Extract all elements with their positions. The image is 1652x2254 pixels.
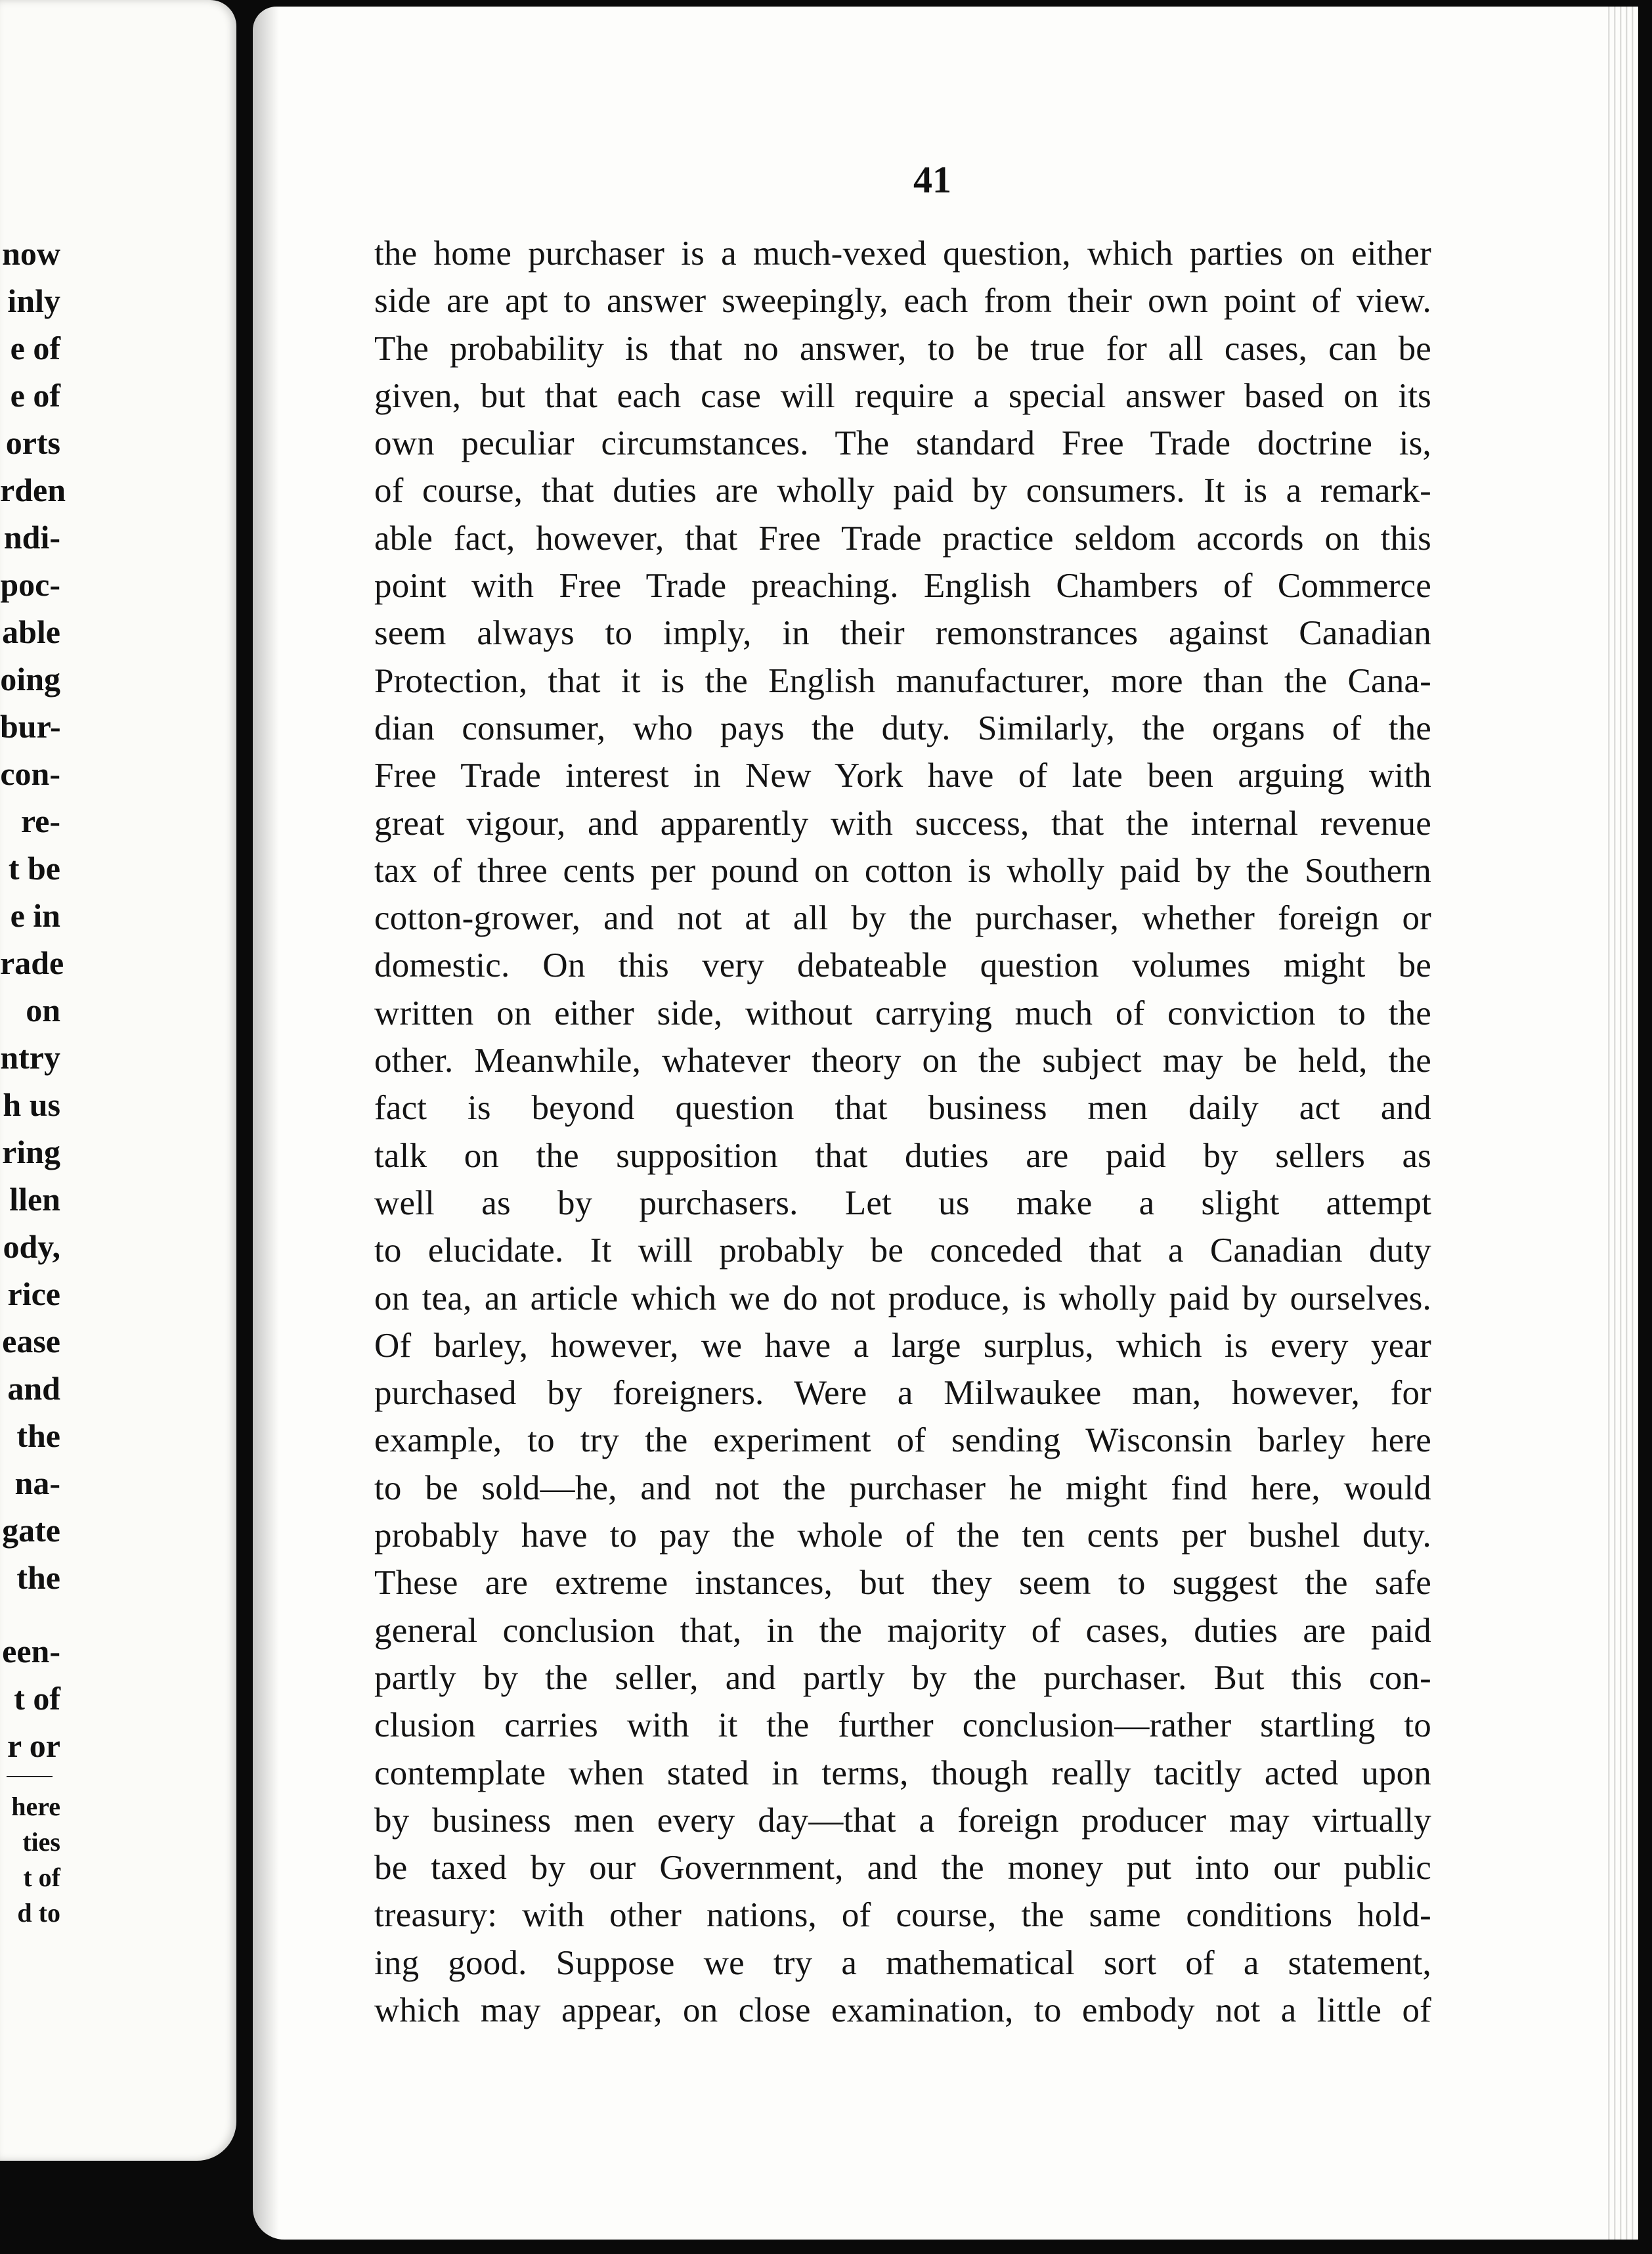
facing-page-spacer xyxy=(0,1601,60,1627)
page-edge xyxy=(1604,7,1638,2240)
facing-page-fragment-line: t be xyxy=(8,850,60,887)
facing-page-fragment-line: re- xyxy=(20,803,60,839)
facing-page-fragment-line: oing xyxy=(0,661,60,697)
facing-page-fragment-line: ties xyxy=(22,1827,60,1857)
text-line: own peculiar circumstances. The standard Free Trade doctrine is, xyxy=(374,424,1431,463)
text-line: other. Meanwhile, whatever theory on the subject may be held, the xyxy=(374,1042,1431,1080)
body-text xyxy=(374,230,1431,2034)
text-line: to elucidate. It will probably be conceded that a Canadian duty xyxy=(374,1231,1431,1270)
facing-page-fragment-line: e of xyxy=(10,377,60,414)
facing-page-fragment-line: now xyxy=(2,235,60,272)
text-line: by business men every day—that a foreign producer may virtually xyxy=(374,1801,1431,1840)
gutter-shadow xyxy=(253,7,279,2240)
footnote-rule xyxy=(7,1776,53,1777)
text-line: great vigour, and apparently with success, that the internal revenue xyxy=(374,804,1431,843)
text-line: Of barley, however, we have a large surplus, which is every year xyxy=(374,1326,1431,1365)
facing-page-fragment-line: rden xyxy=(0,472,66,508)
facing-page-fragment-line: ody, xyxy=(3,1228,60,1265)
facing-page-fragment-line: poc- xyxy=(0,566,60,603)
text-line: seem always to imply, in their remonstrances against Canadian xyxy=(374,614,1431,653)
text-line: The probability is that no answer, to be true for all cases, can be xyxy=(374,329,1431,368)
facing-page-fragment-line: r or xyxy=(7,1727,60,1764)
page-number: 41 xyxy=(913,158,951,201)
text-line: fact is beyond question that business men daily act and xyxy=(374,1089,1431,1128)
facing-page-fragment-line: ndi- xyxy=(3,519,60,556)
facing-page-fragment-line: con- xyxy=(0,755,60,792)
text-line: be taxed by our Government, and the money put into our public xyxy=(374,1849,1431,1888)
facing-page-fragment-line: the xyxy=(16,1417,60,1454)
text-line: to be sold—he, and not the purchaser he might find here, would xyxy=(374,1469,1431,1507)
book-page xyxy=(253,7,1638,2240)
facing-page-fragment-line: rade xyxy=(0,944,64,981)
text-line: able fact, however, that Free Trade practice seldom accords on this xyxy=(374,519,1431,558)
text-line: dian consumer, who pays the duty. Similarly, the organs of the xyxy=(374,709,1431,747)
facing-page-fragment-line: rice xyxy=(7,1275,60,1312)
text-line: well as by purchasers. Let us make a slight attempt xyxy=(374,1183,1431,1222)
text-line: probably have to pay the whole of the ten cents per bushel duty. xyxy=(374,1516,1431,1555)
text-line: ing good. Suppose we try a mathematical sort of a statement, xyxy=(374,1943,1431,1982)
facing-page-fragment-line: on xyxy=(26,992,60,1028)
text-line: on tea, an article which we do not produce, is wholly paid by ourselves. xyxy=(374,1279,1431,1317)
text-line: of course, that duties are wholly paid by consumers. It is a remark- xyxy=(374,472,1431,510)
facing-page-fragment-line: llen xyxy=(9,1181,60,1218)
facing-page-fragment xyxy=(0,0,236,2161)
facing-page-fragment-line: able xyxy=(2,613,60,650)
text-line: written on either side, without carrying much of conviction to the xyxy=(374,994,1431,1032)
facing-page-fragment-line: h us xyxy=(3,1086,60,1123)
facing-page-fragment-line: inly xyxy=(7,282,60,319)
text-line: example, to try the experiment of sending Wisconsin barley here xyxy=(374,1421,1431,1460)
facing-page-text xyxy=(0,230,66,1931)
text-line: given, but that each case will require a special answer based on its xyxy=(374,376,1431,415)
text-line: purchased by foreigners. Were a Milwaukee man, however, for xyxy=(374,1374,1431,1413)
facing-page-fragment-line: orts xyxy=(5,424,60,461)
text-line: talk on the supposition that duties are paid by sellers as xyxy=(374,1136,1431,1175)
text-line: These are extreme instances, but they seem to suggest the safe xyxy=(374,1564,1431,1602)
text-line: contemplate when stated in terms, though really tacitly acted upon xyxy=(374,1754,1431,1792)
facing-page-fragment-line: t of xyxy=(23,1863,60,1892)
facing-page-fragment-line: bur- xyxy=(0,708,61,745)
facing-page-fragment-line: here xyxy=(11,1792,60,1821)
facing-page-fragment-line: e in xyxy=(10,897,60,934)
facing-page-fragment-line: ring xyxy=(2,1134,60,1170)
facing-page-fragment-line: the xyxy=(16,1559,60,1596)
facing-page-fragment-line: and xyxy=(7,1370,60,1407)
facing-page-fragment-line: t of xyxy=(14,1680,60,1717)
text-line: domestic. On this very debateable question volumes might be xyxy=(374,946,1431,985)
text-line: point with Free Trade preaching. English Chambers of Commerce xyxy=(374,567,1431,606)
text-line: treasury: with other nations, of course, the same conditions hold- xyxy=(374,1896,1431,1935)
facing-page-fragment-line: na- xyxy=(14,1465,60,1501)
text-line: cotton-grower, and not at all by the purchaser, whether foreign or xyxy=(374,899,1431,938)
facing-page-fragment-line: e of xyxy=(10,330,60,366)
facing-page-fragment-line: een- xyxy=(2,1633,60,1669)
text-line: the home purchaser is a much-vexed question, which parties on either xyxy=(374,234,1431,273)
facing-page-fragment-line: ease xyxy=(2,1323,60,1359)
facing-page-fragment-line: gate xyxy=(2,1512,60,1549)
text-line: tax of three cents per pound on cotton is wholly paid by the Southern xyxy=(374,851,1431,890)
text-line: general conclusion that, in the majority of cases, duties are paid xyxy=(374,1611,1431,1650)
text-line: which may appear, on close examination, to embody not a little of xyxy=(374,1991,1431,2029)
facing-page-fragment-line: d to xyxy=(17,1898,60,1928)
text-line: Protection, that it is the English manufacturer, more than the Cana- xyxy=(374,661,1431,700)
text-line: Free Trade interest in New York have of late been arguing with xyxy=(374,757,1431,795)
text-line: partly by the seller, and partly by the purchaser. But this con- xyxy=(374,1658,1431,1697)
text-line: clusion carries with it the further conclusion—rather startling to xyxy=(374,1706,1431,1745)
facing-page-fragment-line: ntry xyxy=(0,1039,60,1076)
text-line: side are apt to answer sweepingly, each from their own point of view. xyxy=(374,282,1431,320)
